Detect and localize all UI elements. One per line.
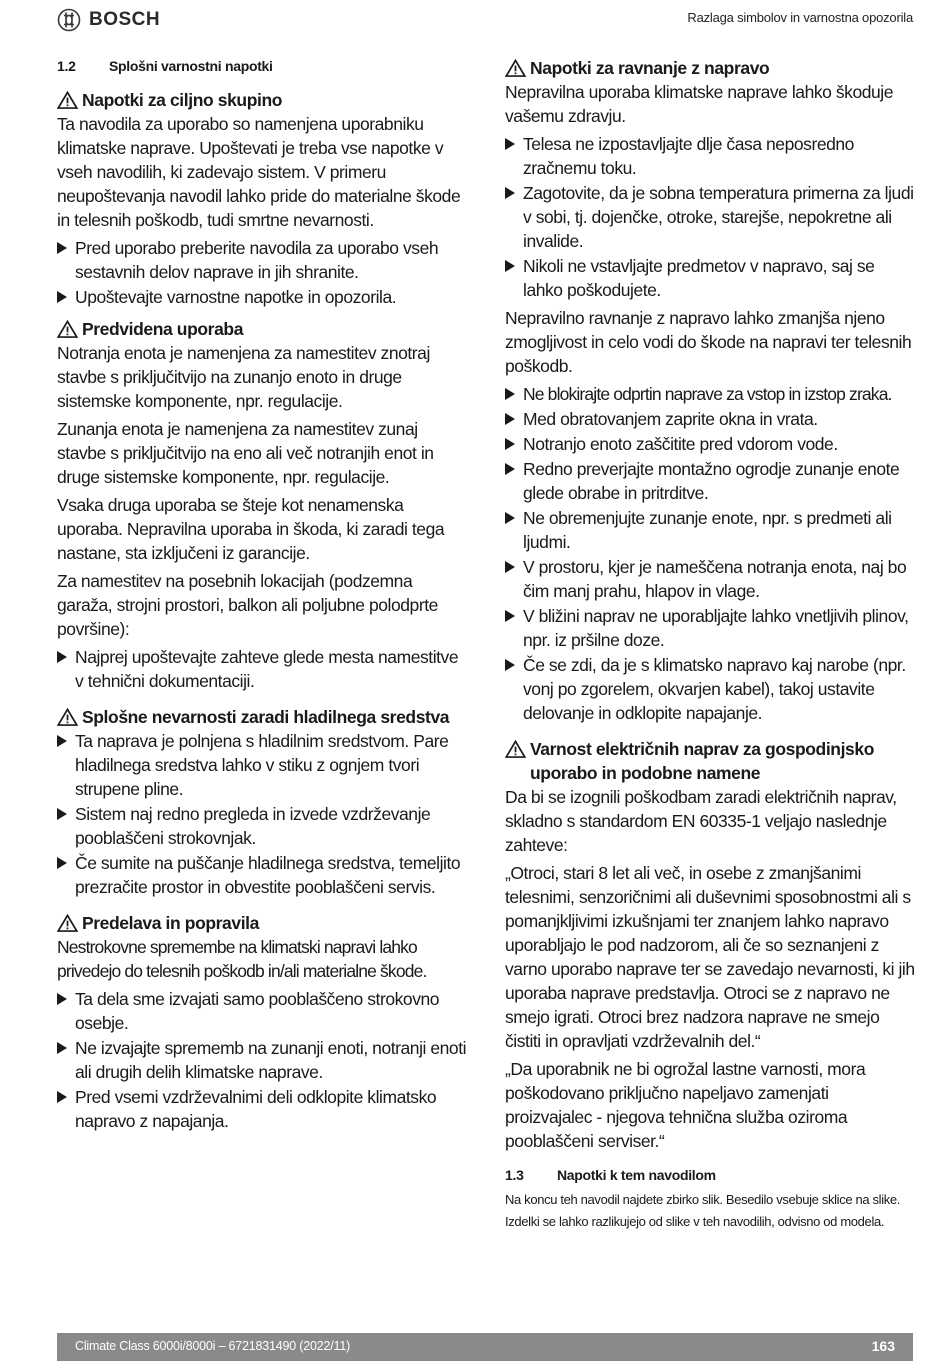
list-item bbox=[57, 802, 467, 850]
small-text-line: Izdelki se lahko razlikujejo od slike v teh navodilih, odvisno od modela. bbox=[505, 1214, 885, 1229]
list-item-text: Redno preverjajte montažno ogrodje zunanje enote glede obrabe in pritrditve. bbox=[523, 459, 900, 503]
list-item-text: Zagotovite, da je sobna temperatura primerna za ljudi v sobi, tj. dojenčke, otroke, starejše, nepokretne ali invalide. bbox=[523, 183, 914, 251]
warning-heading-text: Splošne nevarnosti zaradi hladilnega sredstva bbox=[82, 707, 450, 727]
left-column bbox=[57, 56, 467, 1137]
list-item bbox=[505, 457, 915, 505]
section-number: 1.2 bbox=[57, 58, 76, 74]
document-reference: Climate Class 6000i/8000i – 6721831490 (2022/11) bbox=[75, 1339, 351, 1353]
list-item-text: Med obratovanjem zaprite okna in vrata. bbox=[523, 409, 818, 429]
paragraph: „Da uporabnik ne bi ogrožal lastne varnosti, mora poškodovano priključno napeljavo zamenjati proizvajalec - njegova tehnična služba oziroma pooblaščeni serviser.“ bbox=[505, 1059, 866, 1151]
list-item-text: Sistem naj redno pregleda in izvede vzdrževanje pooblaščeni strokovnjak. bbox=[75, 804, 431, 848]
warning-heading-text: Predvidena uporaba bbox=[82, 319, 244, 339]
list-item bbox=[505, 254, 915, 302]
list-item bbox=[57, 1085, 467, 1133]
list-item-text: Najprej upoštevajte zahteve glede mesta namestitve v tehnični dokumentaciji. bbox=[75, 647, 459, 691]
warning-triangle-icon bbox=[505, 59, 526, 77]
list-item bbox=[57, 851, 467, 899]
list-item-text: Notranjo enoto zaščitite pred vdorom vode. bbox=[523, 434, 838, 454]
list-item-text: Pred vsemi vzdrževalnimi deli odklopite klimatsko napravo z napajanja. bbox=[75, 1087, 437, 1131]
list-item-text: Ta dela sme izvajati samo pooblaščeno strokovno osebje. bbox=[75, 989, 440, 1033]
bullet-arrow-icon bbox=[505, 463, 515, 475]
bullet-arrow-icon bbox=[57, 857, 67, 869]
warning-triangle-icon bbox=[57, 914, 78, 932]
list-item bbox=[505, 132, 915, 180]
bullet-arrow-icon bbox=[505, 388, 515, 400]
list-item bbox=[505, 653, 915, 725]
warning-triangle-icon bbox=[57, 708, 78, 726]
warning-heading bbox=[505, 56, 915, 80]
paragraph: Nepravilna uporaba klimatske naprave lahko škoduje vašemu zdravju. bbox=[505, 82, 894, 126]
section-title: Splošni varnostni napotki bbox=[109, 58, 273, 74]
bullet-list bbox=[57, 645, 467, 693]
paragraph: Ta navodila za uporabo so namenjena uporabniku klimatske naprave. Upoštevati je treba vse napotke v vseh navodilih, ki zadevajo sistem. V primeru neupoštevanja navodil lahko pride do materialne škode in telesnih poškodb, tudi smrtne nevarnosti. bbox=[57, 114, 461, 230]
right-column bbox=[505, 56, 915, 1233]
bullet-arrow-icon bbox=[505, 561, 515, 573]
warning-heading bbox=[57, 317, 467, 341]
bullet-list bbox=[57, 729, 467, 899]
warning-triangle-icon bbox=[505, 740, 526, 758]
list-item-text: V bližini naprav ne uporabljajte lahko vnetljivih plinov, npr. iz pršilne doze. bbox=[523, 606, 909, 650]
bullet-arrow-icon bbox=[57, 808, 67, 820]
section-title: Napotki k tem navodilom bbox=[557, 1167, 716, 1183]
section-heading-1-2 bbox=[57, 58, 467, 74]
bullet-arrow-icon bbox=[505, 659, 515, 671]
warning-triangle-icon bbox=[57, 91, 78, 109]
page-header bbox=[0, 0, 950, 40]
list-item bbox=[57, 285, 467, 309]
bullet-list bbox=[57, 987, 467, 1133]
bullet-arrow-icon bbox=[57, 1042, 67, 1054]
warning-heading-text: Napotki za ciljno skupino bbox=[82, 90, 283, 110]
warning-heading bbox=[57, 88, 467, 112]
paragraph: Da bi se izognili poškodbam zaradi električnih naprav, skladno s standardom EN 60335-1 veljajo naslednje zahteve: bbox=[505, 787, 897, 855]
bosch-logo bbox=[57, 8, 160, 32]
page-footer bbox=[57, 1333, 913, 1361]
bullet-arrow-icon bbox=[57, 735, 67, 747]
list-item bbox=[57, 645, 467, 693]
list-item bbox=[57, 987, 467, 1035]
paragraph: Nestrokovne spremembe na klimatski napravi lahko privedejo do telesnih poškodb in/ali materialne škode. bbox=[57, 937, 427, 981]
list-item-text: Pred uporabo preberite navodila za uporabo vseh sestavnih delov naprave in jih shranite. bbox=[75, 238, 439, 282]
bullet-arrow-icon bbox=[505, 512, 515, 524]
list-item-text: Ne obremenjujte zunanje enote, npr. s predmeti ali ljudmi. bbox=[523, 508, 892, 552]
list-item bbox=[505, 432, 915, 456]
list-item bbox=[505, 604, 915, 652]
bullet-list bbox=[505, 382, 915, 725]
section-number: 1.3 bbox=[505, 1167, 524, 1183]
list-item-text: Če sumite na puščanje hladilnega sredstva, temeljito prezračite prostor in obvestite pooblaščeni servis. bbox=[75, 853, 461, 897]
list-item-text: Telesa ne izpostavljajte dlje časa neposredno zračnemu toku. bbox=[523, 134, 854, 178]
list-item bbox=[57, 729, 467, 801]
warning-heading bbox=[57, 911, 467, 935]
bullet-arrow-icon bbox=[505, 260, 515, 272]
bullet-arrow-icon bbox=[505, 438, 515, 450]
bullet-arrow-icon bbox=[57, 1091, 67, 1103]
chapter-title: Razlaga simbolov in varnostna opozorila bbox=[687, 10, 913, 25]
list-item bbox=[505, 407, 915, 431]
list-item-text: Upoštevajte varnostne napotke in opozorila. bbox=[75, 287, 397, 307]
bullet-arrow-icon bbox=[505, 413, 515, 425]
bullet-arrow-icon bbox=[505, 187, 515, 199]
paragraph: Zunanja enota je namenjena za namestitev zunaj stavbe s priključitvijo na eno ali več notranjih enot in druge sistemske komponente, npr. regulacije. bbox=[57, 419, 434, 487]
list-item-text: V prostoru, kjer je nameščena notranja enota, naj bo čim manj prahu, hlapov in vlage. bbox=[523, 557, 907, 601]
list-item bbox=[57, 236, 467, 284]
warning-heading-text: Varnost električnih naprav za gospodinjsko uporabo in podobne namene bbox=[530, 739, 874, 783]
list-item-text: Ta naprava je polnjena s hladilnim sredstvom. Pare hladilnega sredstva lahko v stiku z ognjem tvori strupene pline. bbox=[75, 731, 449, 799]
page-number: 163 bbox=[871, 1338, 895, 1354]
bullet-arrow-icon bbox=[505, 138, 515, 150]
bullet-list bbox=[57, 236, 467, 309]
warning-heading bbox=[505, 737, 915, 785]
bullet-arrow-icon bbox=[57, 993, 67, 1005]
paragraph: Vsaka druga uporaba se šteje kot nenamenska uporaba. Nepravilna uporaba in škoda, ki zaradi tega nastane, sta izključeni iz garancije. bbox=[57, 495, 445, 563]
paragraph: Za namestitev na posebnih lokacijah (podzemna garaža, strojni prostori, balkon ali poljubne polodprte površine): bbox=[57, 571, 438, 639]
warning-heading-text: Predelava in popravila bbox=[82, 913, 259, 933]
list-item bbox=[505, 555, 915, 603]
warning-triangle-icon bbox=[57, 320, 78, 338]
brand-name: BOSCH bbox=[89, 9, 161, 30]
paragraph: Nepravilno ravnanje z napravo lahko zmanjša njeno zmogljivost in celo vodi do škode na napravi ter telesnih poškodb. bbox=[505, 308, 912, 376]
small-text-line: Na koncu teh navodil najdete zbirko slik. Besedilo vsebuje sklice na slike. bbox=[505, 1192, 901, 1207]
list-item bbox=[505, 181, 915, 253]
bullet-arrow-icon bbox=[57, 291, 67, 303]
list-item-text: Nikoli ne vstavljajte predmetov v napravo, saj se lahko poškodujete. bbox=[523, 256, 875, 300]
list-item bbox=[505, 506, 915, 554]
bosch-armature-icon bbox=[57, 8, 81, 32]
list-item-text: Ne izvajajte sprememb na zunanji enoti, notranji enoti ali drugih delih klimatske naprave. bbox=[75, 1038, 467, 1082]
bullet-arrow-icon bbox=[505, 610, 515, 622]
warning-heading-text: Napotki za ravnanje z napravo bbox=[530, 58, 770, 78]
list-item bbox=[57, 1036, 467, 1084]
section-heading-1-3 bbox=[505, 1167, 915, 1183]
warning-heading bbox=[57, 705, 467, 729]
bullet-list bbox=[505, 132, 915, 302]
list-item-text: Če se zdi, da je s klimatsko napravo kaj narobe (npr. vonj po zgorelem, okvarjen kabel), takoj ustavite delovanje in odklopite napajanje. bbox=[523, 655, 906, 723]
paragraph: „Otroci, stari 8 let ali več, in osebe z zmanjšanimi telesnimi, senzoričnimi ali duševnimi sposobnostmi ali s pomanjkljivimi izkušnjami ter znanjem lahko napravo uporabljajo le pod nadzorom, ali če so seznanjeni z varno uporabo naprave ter se zavedajo nevarnosti, ki jih uporaba naprave predstavlja. Otroci se z napravo ne smejo igrati. Otroci brez nadzora naprave ne smejo čistiti in opravljati vzdrževalnih del.“ bbox=[505, 863, 915, 1051]
bullet-arrow-icon bbox=[57, 242, 67, 254]
bullet-arrow-icon bbox=[57, 651, 67, 663]
list-item-text: Ne blokirajte odprtin naprave za vstop in izstop zraka. bbox=[523, 384, 892, 404]
paragraph: Notranja enota je namenjena za namestitev znotraj stavbe s priključitvijo na zunanjo enoto in druge sistemske komponente, npr. regulacije. bbox=[57, 343, 430, 411]
list-item bbox=[505, 382, 915, 406]
